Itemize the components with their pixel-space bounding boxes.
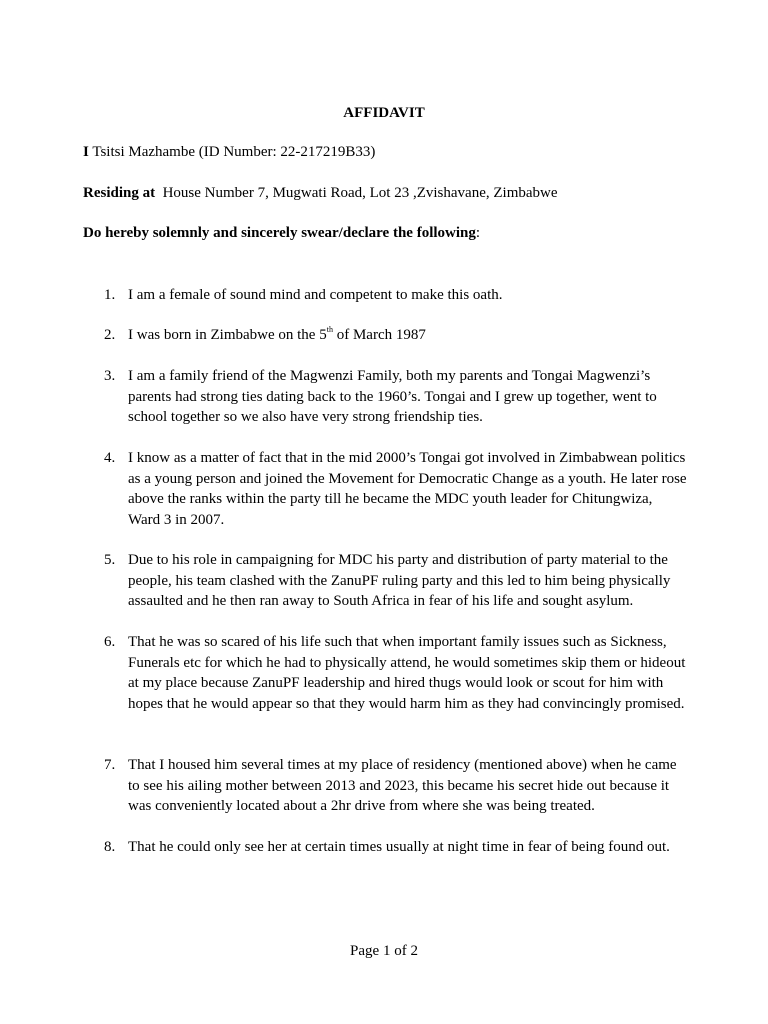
birth-date-text: of March 1987 <box>332 327 426 343</box>
declarant-prefix: I <box>83 144 89 160</box>
list-item-text: That he was so scared of his life such that when important family issues such as Sickness, Funerals etc for which he had to physically attend, he would sometimes skip them or hideout at my place because ZanuPF leadership and hired thugs would look or scout for him with hopes that he would appear so that they would harm him as they had convincingly promised. <box>128 634 686 713</box>
declaration-text: Do hereby solemnly and sincerely swear/declare the following <box>83 225 476 241</box>
list-item-text: Due to his role in campaigning for MDC his party and distribution of party material to the people, his team clashed with the ZanuPF ruling party and this led to him being physically assaulted and he then ran away to South Africa in fear of his life and sought asylum. <box>128 552 671 610</box>
list-item-text: That he could only see her at certain times usually at night time in fear of being found out. <box>128 839 670 855</box>
list-item-text <box>128 325 688 346</box>
residence-label: Residing at <box>83 185 156 201</box>
list-item-text: That I housed him several times at my place of residency (mentioned above) when he came to see his ailing mother between 2013 and 2023, this became his secret hide out because it was conveniently located about a 2hr drive from where she was being treated. <box>128 757 677 815</box>
list-item-number: 2. <box>104 327 116 343</box>
declaration-line <box>83 223 480 243</box>
page-number: Page 1 of 2 <box>350 943 418 959</box>
document-title: AFFIDAVIT <box>343 105 425 121</box>
declarant-line <box>83 142 375 162</box>
list-item-number: 3. <box>104 368 116 384</box>
ordinal-suffix: th <box>326 325 333 334</box>
declarant-name: Tsitsi Mazhambe (ID Number: 22-217219B33) <box>92 144 376 160</box>
birth-text: I was born in Zimbabwe on the 5 <box>128 327 327 343</box>
list-item-text: I know as a matter of fact that in the mid 2000’s Tongai got involved in Zimbabwean politics as a young person and joined the Movement for Democratic Change as a youth. He later rose above the ranks within the party till he became the MDC youth leader for Chitungwiza, Ward 3 in 2007. <box>128 450 687 529</box>
residence-address: House Number 7, Mugwati Road, Lot 23 ,Zvishavane, Zimbabwe <box>162 185 558 201</box>
list-item-number: 5. <box>104 552 116 568</box>
list-item-number: 8. <box>104 839 116 855</box>
list-item-number: 4. <box>104 450 116 466</box>
list-item-text: I am a female of sound mind and competent to make this oath. <box>128 287 503 303</box>
list-item-number: 1. <box>104 287 116 303</box>
list-item-text: I am a family friend of the Magwenzi Family, both my parents and Tongai Magwenzi’s parents had strong ties dating back to the 1960’s. Tongai and I grew up together, went to school together so we also have very strong friendship ties. <box>128 368 657 426</box>
residence-line <box>83 183 558 203</box>
list-item-number: 6. <box>104 634 116 650</box>
declaration-punct: : <box>475 225 481 241</box>
list-item-number: 7. <box>104 757 116 773</box>
